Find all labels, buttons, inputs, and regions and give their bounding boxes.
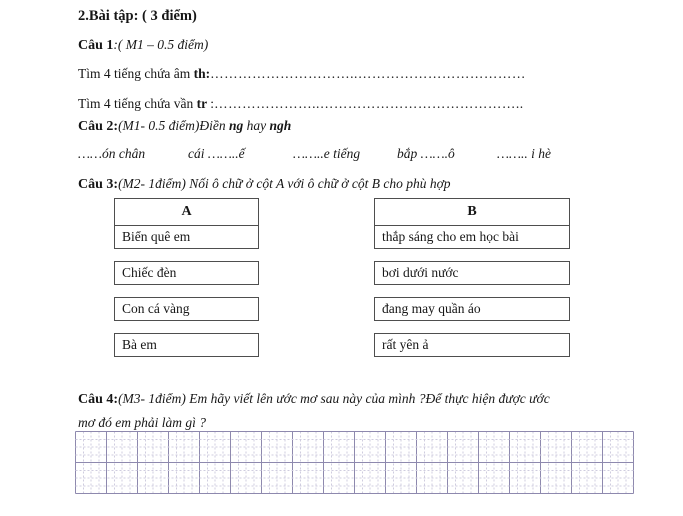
fill-blank-item: …….. i hè [497,146,551,161]
match-cell: Biển quê em [122,229,191,244]
match-cell: Con cá vàng [114,297,259,321]
question-2-ng: ng [229,118,244,133]
writing-grid [75,431,634,494]
fill-line-tr-dots: …………………..…………………………………….. [214,96,524,111]
question-2-ngh: ngh [269,118,292,133]
fill-line-th [78,66,638,81]
match-cell: đang may quần áo [374,297,570,321]
fill-line-th-text: Tìm 4 tiếng chứa âm [78,66,194,81]
question-2-heading [78,118,291,134]
fill-line-tr [78,96,638,111]
question-4-line2: mơ đó em phải làm gì ? [78,415,206,430]
match-header-box-a [114,198,259,249]
match-cell: bơi dưới nước [374,261,570,285]
question-1-detail: :( M1 – 0.5 điểm) [113,37,209,52]
fill-blank-item: bắp …….ô [397,146,455,161]
question-1-label: Câu 1 [78,38,114,53]
fill-line-tr-sep: : [210,96,215,111]
question-4-label: Câu 4: [78,392,119,407]
match-cell: thắp sáng cho em học bài [382,229,519,244]
fill-blank-item: ……ón chân [78,146,146,161]
fill-line-tr-text: Tìm 4 tiếng chứa vần [78,96,197,111]
question-4-heading [78,387,623,434]
fill-line-th-dots: …………………………..……………………………… [210,66,526,81]
question-3-label: Câu 3: [78,177,119,192]
question-4-line1: (M3- 1điểm) Em hãy viết lên ước mơ sau này của mình ?Để thực hiện được ước [118,391,550,406]
question-3-heading [78,176,451,192]
fill-line-th-target: th: [193,66,211,81]
fill-line-tr-target: tr [196,96,211,111]
question-2-hay: hay [243,118,270,133]
match-cell: Chiếc đèn [114,261,259,285]
question-2-detail: (M1- 0.5 điểm)Điền [118,118,230,133]
question-3-detail: (M2- 1điểm) Nối ô chữ ở cột A với ô chữ ở cột B cho phù hợp [118,176,451,191]
match-header-box-b [374,198,570,249]
question-2-label: Câu 2: [78,119,119,134]
page-title: 2.Bài tập: ( 3 điểm) [78,8,197,24]
fill-blank-item: ……..e tiếng [293,146,361,161]
match-cell: rất yên ả [374,333,570,357]
writing-grid-lines [75,431,634,494]
column-b-header: B [375,199,569,226]
question-1-heading [78,37,208,53]
fill-blank-item: cái ……..ế [188,146,245,161]
match-cell: Bà em [114,333,259,357]
column-a-header: A [115,199,258,226]
